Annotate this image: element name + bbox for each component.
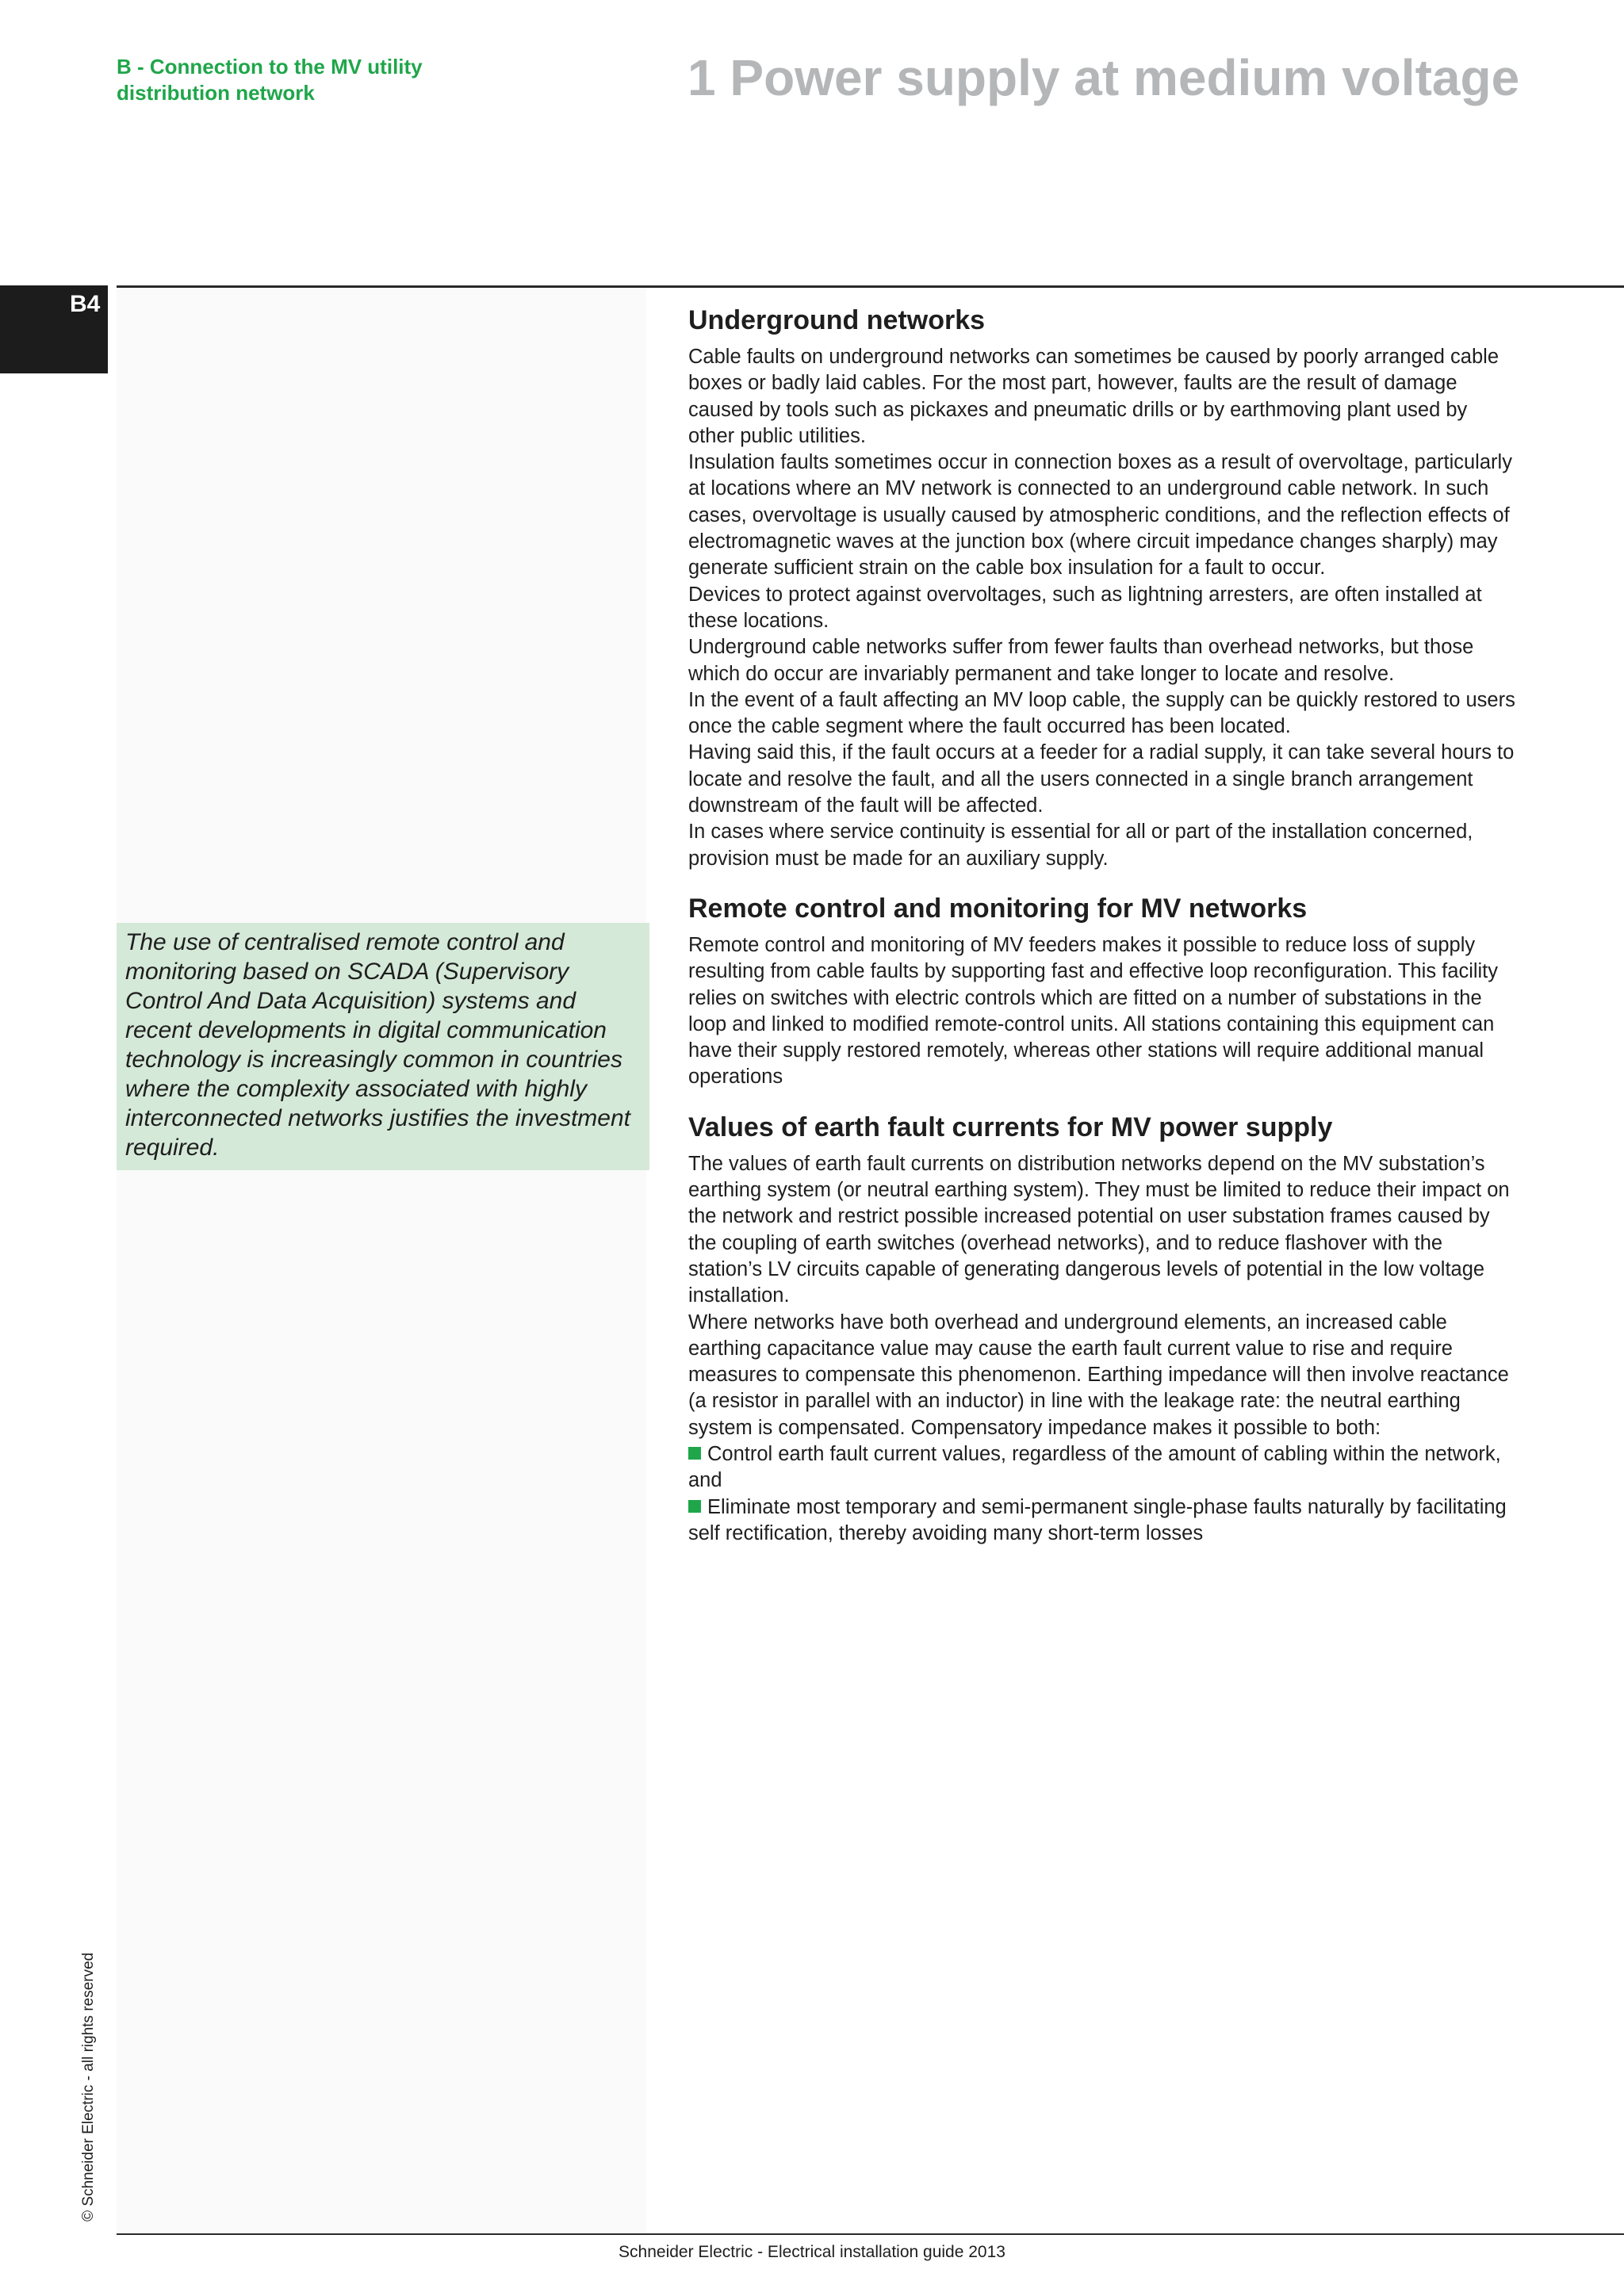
bullet-text: Control earth fault current values, regardless of the amount of cabling within the network, and: [688, 1442, 1501, 1492]
paragraph: Underground cable networks suffer from fewer faults than overhead networks, but those which do occur are invariably permanent and take longer to locate and resolve.: [688, 636, 1474, 685]
copyright-notice: © Schneider Electric - all rights reserved: [80, 1952, 97, 2221]
bullet-item: [688, 1441, 1517, 1494]
section-earth-fault-currents: [688, 1110, 1517, 1547]
header-divider: [117, 285, 1624, 288]
paragraph: Insulation faults sometimes occur in connection boxes as a result of overvoltage, particularly at locations where an MV network is connected to an underground cable network. In such cases, overvoltage is usually caused by atmospheric conditions, and the reflection effects of electromagnetic waves at the junction box (where circuit impedance changes sharply) may generate sufficient strain on the cable box insulation for a fault to occur.: [688, 451, 1512, 580]
square-bullet-icon: [688, 1500, 701, 1513]
section-heading: Values of earth fault currents for MV power supply: [688, 1112, 1333, 1142]
paragraph: Devices to protect against overvoltages, such as lightning arresters, are often installed at these locations.: [688, 583, 1482, 632]
bullet-text: Eliminate most temporary and semi-permanent single-phase faults naturally by facilitating self rectification, thereby avoiding many short-term losses: [688, 1495, 1507, 1544]
sidebar-note-text: The use of centralised remote control and monitoring based on SCADA (Supervisory Control And Data Acquisition) systems and recent developments in digital communication technology is increasingly common in countries where the complexity associated with highly interconnected networks justifies the investment required.: [125, 929, 630, 1161]
page-title: 1 Power supply at medium voltage: [688, 49, 1520, 106]
paragraph: Where networks have both overhead and underground elements, an increased cable earthing capacitance value may cause the earth fault current value to rise and require measures to compensate this phenomenon. Earthing impedance will then involve reactance (a resistor in parallel with an inductor) in line with the leakage rate: the neutral earthing system is compensated. Compensatory impedance makes it possible to both:: [688, 1311, 1509, 1439]
chapter-label: B - Connection to the MV utility distribution network: [117, 55, 423, 105]
paragraph: Having said this, if the fault occurs at a feeder for a radial supply, it can take several hours to locate and resolve the fault, and all the users connected in a single branch arrangement downstream of the fault will be affected.: [688, 741, 1515, 817]
paragraph: Remote control and monitoring of MV feeders makes it possible to reduce loss of supply resulting from cable faults by supporting fast and effective loop reconfiguration. This facility relies on switches with electric controls which are fitted on a number of substations in the loop and linked to modified remote-control units. All stations containing this equipment can have their supply restored remotely, whereas other stations will require additional manual operations: [688, 933, 1499, 1089]
section-heading: Remote control and monitoring for MV networks: [688, 893, 1308, 924]
square-bullet-icon: [688, 1447, 701, 1460]
paragraph: The values of earth fault currents on distribution networks depend on the MV substation’s earthing system (or neutral earthing system). They must be limited to reduce their impact on the network and restrict possible increased potential on user substation frames caused by the coupling of earth switches (overhead networks), and to reduce flashover with the station’s LV circuits capable of generating dangerous levels of potential in the low voltage installation.: [688, 1152, 1510, 1307]
page-number: B4: [70, 291, 101, 317]
bullet-item: [688, 1494, 1517, 1548]
page-number-tab: [0, 285, 108, 373]
footer-divider: [117, 2233, 1624, 2235]
main-content: [688, 303, 1517, 1566]
paragraph: In the event of a fault affecting an MV loop cable, the supply can be quickly restored to users once the cable segment where the fault occurred has been located.: [688, 688, 1515, 738]
footer-text: Schneider Electric - Electrical installation guide 2013: [619, 2243, 1005, 2261]
section-underground-networks: [688, 303, 1517, 872]
sidebar-note: [117, 923, 649, 1170]
section-heading: Underground networks: [688, 305, 986, 335]
paragraph: In cases where service continuity is essential for all or part of the installation concerned, provision must be made for an auxiliary supply.: [688, 821, 1473, 870]
paragraph: Cable faults on underground networks can sometimes be caused by poorly arranged cable boxes or badly laid cables. For the most part, however, faults are the result of damage caused by tools such as pickaxes and pneumatic drills or by earthmoving plant used by other public utilities.: [688, 346, 1500, 447]
section-remote-control: [688, 891, 1517, 1091]
left-column-background: [117, 287, 646, 2233]
